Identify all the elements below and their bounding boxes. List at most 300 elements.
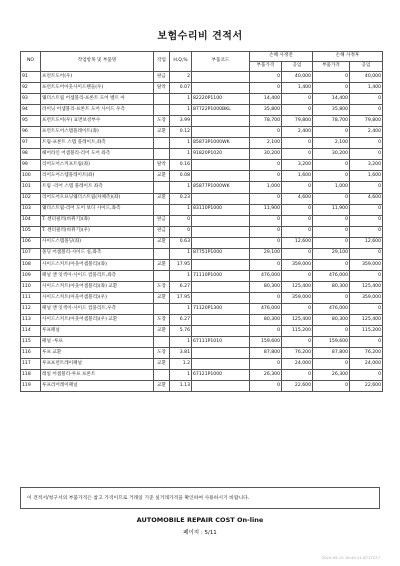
table-row — [21, 171, 383, 182]
row-hqty: 1 — [170, 149, 192, 160]
row-name: T. 센터필러(바뀌기)(우) — [41, 226, 154, 237]
row-name: 사이드스커트(아웃어셈블리)(우) 교환 — [41, 315, 154, 326]
row-part-after: 0 — [313, 237, 350, 248]
table-row — [21, 370, 383, 381]
row-part-before: 0 — [250, 326, 282, 337]
row-hqty: 1 — [170, 370, 192, 381]
row-labor-before: 125,400 — [282, 315, 313, 326]
header-before: 손해 사정전 — [250, 52, 313, 62]
row-labor-after: 125,400 — [350, 315, 383, 326]
row-name: 웨더스트립-리어 도어 보디 사이드,좌측 — [41, 204, 154, 215]
row-labor-before: 79,800 — [282, 116, 313, 127]
row-work: 교환 — [154, 127, 170, 138]
row-work: 탈착 — [154, 83, 170, 94]
row-part-after: 0 — [313, 215, 350, 226]
header-after: 손해 사정후 — [313, 52, 383, 62]
table-row — [21, 348, 383, 359]
row-labor-before: 359,000 — [282, 292, 313, 303]
row-no: 105 — [21, 226, 41, 237]
row-labor-before: 0 — [282, 337, 313, 348]
row-hqty: 0.08 — [170, 171, 192, 182]
row-part-before: 11,900 — [250, 204, 282, 215]
row-labor-after: 0 — [350, 270, 383, 281]
row-code — [192, 348, 250, 359]
row-name: 루프 교환 — [41, 348, 154, 359]
row-labor-after: 0 — [350, 248, 383, 259]
row-code: 85877P1000WK — [192, 182, 250, 193]
row-name: 사이드스커트(아웃어셈블리)(좌) — [41, 259, 154, 270]
row-name: 라이닝 어셈블리-프론트 도어 사이드 우측 — [41, 105, 154, 116]
row-hqty: 5.76 — [170, 326, 192, 337]
row-hqty: 3.99 — [170, 116, 192, 127]
row-part-before: 80,300 — [250, 281, 282, 292]
row-hqty: 1 — [170, 182, 192, 193]
row-no: 91 — [21, 72, 41, 83]
row-part-before: 1,000 — [250, 182, 282, 193]
row-code: 67111P1010 — [192, 337, 250, 348]
row-part-after: 78,700 — [313, 116, 350, 127]
price-disclaimer: 이 견적서/청구서의 부품가격은 참고 가격이므로 거래일 기준 실거래가격을 확인하여 사용하시기 바랍니다. — [20, 487, 380, 509]
row-part-before: 0 — [250, 72, 282, 83]
row-labor-before: 22,600 — [282, 381, 313, 392]
table-row — [21, 193, 383, 204]
row-no: 92 — [21, 83, 41, 94]
row-labor-before: 0 — [282, 94, 313, 105]
row-work — [154, 94, 170, 105]
print-timestamp: 2024-09-15 16:40:11 8717127 — [321, 555, 380, 560]
row-no: 98 — [21, 149, 41, 160]
row-labor-before: 115,200 — [282, 326, 313, 337]
row-name: 트림-프론트 스텝 플레이트,좌측 — [41, 138, 154, 149]
row-code — [192, 215, 250, 226]
table-row — [21, 359, 383, 370]
row-part-before: 0 — [250, 226, 282, 237]
row-labor-after: 3,200 — [350, 160, 383, 171]
row-no: 102 — [21, 193, 41, 204]
table-row — [21, 149, 383, 160]
row-work: 도장 — [154, 281, 170, 292]
row-part-before: 0 — [250, 160, 282, 171]
row-labor-before: 0 — [282, 270, 313, 281]
row-name: 레일 어셈블리-루프 프론트 — [41, 370, 154, 381]
row-part-before: 26,300 — [250, 370, 282, 381]
row-hqty: 0.23 — [170, 193, 192, 204]
row-code: 87751P1000 — [192, 248, 250, 259]
table-row — [21, 248, 383, 259]
row-part-before: 87,800 — [250, 348, 282, 359]
row-hqty: 1 — [170, 94, 192, 105]
row-name: 몰딩 어셈블리-사이드 실,좌측 — [41, 248, 154, 259]
table-row — [21, 160, 383, 171]
row-labor-after: 40,000 — [350, 72, 383, 83]
row-part-before: 2,100 — [250, 138, 282, 149]
row-name: 리어도어스커프트림(좌) — [41, 160, 154, 171]
row-part-after: 0 — [313, 226, 350, 237]
row-name: 프런트도어(우) 표면보강부수 — [41, 116, 154, 127]
table-row — [21, 237, 383, 248]
row-work: 교환 — [154, 381, 170, 392]
row-no: 103 — [21, 204, 41, 215]
row-name: 루프프런트레이패널 — [41, 359, 154, 370]
row-part-before: 0 — [250, 359, 282, 370]
row-part-after: 80,300 — [313, 315, 350, 326]
table-row — [21, 281, 383, 292]
row-no: 107 — [21, 248, 41, 259]
table-row — [21, 315, 383, 326]
row-code: 83110P1000 — [192, 204, 250, 215]
row-part-before: 0 — [250, 83, 282, 94]
row-labor-before: 4,600 — [282, 193, 313, 204]
row-labor-after: 125,400 — [350, 281, 383, 292]
row-labor-after: 0 — [350, 337, 383, 348]
row-code: 71110P1000 — [192, 270, 250, 281]
row-hqty: 1 — [170, 204, 192, 215]
row-work: 교환 — [154, 171, 170, 182]
row-no: 97 — [21, 138, 41, 149]
table-row — [21, 72, 383, 83]
row-part-before: 159,600 — [250, 337, 282, 348]
row-name: 트림 -리어 스텝 플레이트 좌측 — [41, 182, 154, 193]
row-labor-after: 115,200 — [350, 326, 383, 337]
row-part-before: 0 — [250, 237, 282, 248]
row-no: 115 — [21, 337, 41, 348]
row-labor-before: 1,400 — [282, 83, 313, 94]
table-row — [21, 226, 383, 237]
page-number: 페이지 : 5/11 — [183, 530, 217, 536]
row-part-before: 0 — [250, 193, 282, 204]
row-work — [154, 248, 170, 259]
row-labor-after: 0 — [350, 370, 383, 381]
row-part-before: 476,000 — [250, 303, 282, 314]
row-part-after: 476,000 — [313, 270, 350, 281]
row-labor-before: 125,400 — [282, 281, 313, 292]
row-name: 헤어라인 어셈블리-리어 도어 좌측 — [41, 149, 154, 160]
row-work — [154, 303, 170, 314]
table-row — [21, 303, 383, 314]
row-labor-after: 1,400 — [350, 83, 383, 94]
row-code — [192, 160, 250, 171]
row-part-after: 0 — [313, 83, 350, 94]
header-hqty: H,Q,% — [170, 52, 192, 72]
row-labor-after: 0 — [350, 215, 383, 226]
row-hqty: 1 — [170, 138, 192, 149]
table-row — [21, 182, 383, 193]
row-part-before: 0 — [250, 259, 282, 270]
row-work: 판금 — [154, 215, 170, 226]
row-code — [192, 359, 250, 370]
row-part-after: 30,200 — [313, 149, 350, 160]
row-part-after: 26,300 — [313, 370, 350, 381]
row-labor-before: 0 — [282, 226, 313, 237]
row-labor-after: 359,000 — [350, 259, 383, 270]
row-part-after: 1,000 — [313, 182, 350, 193]
row-hqty: 2 — [170, 72, 192, 83]
row-work: 도장 — [154, 315, 170, 326]
row-code — [192, 281, 250, 292]
row-hqty: 1 — [170, 248, 192, 259]
row-part-after: 14,400 — [313, 94, 350, 105]
row-name: 프런트도어(우) — [41, 72, 154, 83]
row-hqty: 1.13 — [170, 381, 192, 392]
row-work: 교환 — [154, 292, 170, 303]
row-labor-before: 24,000 — [282, 359, 313, 370]
row-work — [154, 182, 170, 193]
table-body — [21, 72, 383, 392]
row-part-before: 78,700 — [250, 116, 282, 127]
row-no: 94 — [21, 105, 41, 116]
row-code: 71120P1300 — [192, 303, 250, 314]
row-part-after: 0 — [313, 127, 350, 138]
row-code — [192, 292, 250, 303]
row-code: 87722P1000BKL — [192, 105, 250, 116]
table-row — [21, 259, 383, 270]
row-labor-before: 0 — [282, 149, 313, 160]
row-part-before: 0 — [250, 127, 282, 138]
row-hqty: 0 — [170, 226, 192, 237]
row-hqty: 17.95 — [170, 259, 192, 270]
row-labor-after: 24,000 — [350, 359, 383, 370]
row-labor-before: 0 — [282, 303, 313, 314]
row-work: 도장 — [154, 116, 170, 127]
table-row — [21, 270, 383, 281]
row-labor-after: 0 — [350, 204, 383, 215]
row-work — [154, 138, 170, 149]
row-code: 67121P1000 — [192, 370, 250, 381]
row-work: 교환 — [154, 359, 170, 370]
row-no: 111 — [21, 292, 41, 303]
row-labor-after: 0 — [350, 149, 383, 160]
row-part-before: 0 — [250, 215, 282, 226]
header-after-part: 부품가격 — [313, 62, 350, 72]
row-part-before: 0 — [250, 381, 282, 392]
row-labor-before: 0 — [282, 370, 313, 381]
row-name: 패널 -루프 — [41, 337, 154, 348]
row-no: 101 — [21, 182, 41, 193]
header-after-labor: 공임 — [350, 62, 383, 72]
row-code — [192, 226, 250, 237]
header-code: 부품코드 — [192, 52, 250, 72]
table-row — [21, 204, 383, 215]
row-part-after: 87,800 — [313, 348, 350, 359]
row-hqty: 1 — [170, 337, 192, 348]
table-row — [21, 83, 383, 94]
row-hqty: 1 — [170, 105, 192, 116]
row-part-after: 0 — [313, 381, 350, 392]
row-labor-after: 0 — [350, 105, 383, 116]
row-labor-after: 0 — [350, 94, 383, 105]
row-name: 리어도어오프닝웨더스트립(차체측)(좌) — [41, 193, 154, 204]
row-no: 99 — [21, 160, 41, 171]
row-work — [154, 105, 170, 116]
row-part-after: 159,600 — [313, 337, 350, 348]
row-part-after: 0 — [313, 359, 350, 370]
row-name: 웨더스트립 어셈블리-프론트 도어 벨트 아 — [41, 94, 154, 105]
row-no: 108 — [21, 259, 41, 270]
row-hqty: 1 — [170, 303, 192, 314]
row-no: 116 — [21, 348, 41, 359]
row-code — [192, 72, 250, 83]
row-part-after: 0 — [313, 326, 350, 337]
row-work: 도장 — [154, 348, 170, 359]
row-no: 104 — [21, 215, 41, 226]
row-no: 109 — [21, 270, 41, 281]
row-no: 117 — [21, 359, 41, 370]
row-name: 사이드스커트(아웃어셈블리)(좌) 교환 — [41, 281, 154, 292]
row-code — [192, 83, 250, 94]
row-code: 82220P1100 — [192, 94, 250, 105]
row-part-after: 0 — [313, 292, 350, 303]
row-labor-before: 0 — [282, 204, 313, 215]
row-code — [192, 193, 250, 204]
row-name: 리어도어스텝플레이트(좌) — [41, 171, 154, 182]
row-code — [192, 116, 250, 127]
row-name: 사이드스커트(아웃어셈블리)(우) — [41, 292, 154, 303]
row-part-after: 11,900 — [313, 204, 350, 215]
row-labor-after: 22,600 — [350, 381, 383, 392]
row-work: 교환 — [154, 326, 170, 337]
row-work: 탈착 — [154, 160, 170, 171]
header-no: NO — [21, 52, 41, 72]
row-part-after: 0 — [313, 259, 350, 270]
row-labor-after: 79,800 — [350, 116, 383, 127]
row-part-before: 0 — [250, 171, 282, 182]
row-work — [154, 149, 170, 160]
row-no: 113 — [21, 315, 41, 326]
row-no: 106 — [21, 237, 41, 248]
row-part-before: 80,300 — [250, 315, 282, 326]
row-no: 93 — [21, 94, 41, 105]
row-hqty: 6.27 — [170, 315, 192, 326]
row-code — [192, 127, 250, 138]
page-title: 보험수리비 견적서 — [157, 31, 243, 42]
row-hqty: 0.12 — [170, 127, 192, 138]
row-labor-before: 0 — [282, 138, 313, 149]
row-labor-after: 0 — [350, 182, 383, 193]
header-work: 작업 — [154, 52, 170, 72]
row-labor-after: 4,600 — [350, 193, 383, 204]
row-labor-before: 3,200 — [282, 160, 313, 171]
row-no: 118 — [21, 370, 41, 381]
row-labor-before: 359,000 — [282, 259, 313, 270]
row-no: 95 — [21, 116, 41, 127]
row-hqty: 6.27 — [170, 281, 192, 292]
row-name: 루프패널 — [41, 326, 154, 337]
row-part-after: 0 — [313, 171, 350, 182]
table-row — [21, 94, 383, 105]
row-code: 91820P1020 — [192, 149, 250, 160]
table-row — [21, 138, 383, 149]
row-part-after: 29,100 — [313, 248, 350, 259]
row-no: 110 — [21, 281, 41, 292]
row-work — [154, 370, 170, 381]
row-part-after: 80,300 — [313, 281, 350, 292]
row-code — [192, 381, 250, 392]
row-part-before: 35,800 — [250, 105, 282, 116]
footer-title: AUTOMOBILE REPAIR COST On-line — [136, 516, 264, 524]
row-part-before: 14,400 — [250, 94, 282, 105]
row-labor-before: 0 — [282, 215, 313, 226]
row-labor-after: 0 — [350, 226, 383, 237]
row-code: 85873P1000WK — [192, 138, 250, 149]
row-work — [154, 337, 170, 348]
row-work: 교환 — [154, 259, 170, 270]
row-part-before: 29,100 — [250, 248, 282, 259]
row-part-before: 476,000 — [250, 270, 282, 281]
row-hqty: 0.16 — [170, 160, 192, 171]
row-hqty: 0.63 — [170, 237, 192, 248]
row-hqty: 1.2 — [170, 359, 192, 370]
table-row — [21, 337, 383, 348]
row-name: 프런트도어아웃사이드핸들(우) — [41, 83, 154, 94]
row-labor-before: 0 — [282, 182, 313, 193]
row-part-after: 0 — [313, 160, 350, 171]
row-labor-before: 40,000 — [282, 72, 313, 83]
row-work: 판금 — [154, 226, 170, 237]
row-work — [154, 270, 170, 281]
row-labor-after: 0 — [350, 303, 383, 314]
row-labor-after: 0 — [350, 138, 383, 149]
row-code — [192, 259, 250, 270]
row-no: 112 — [21, 303, 41, 314]
row-labor-after: 12,600 — [350, 237, 383, 248]
header-name: 작업항목 및 부품명 — [41, 52, 154, 72]
row-code — [192, 171, 250, 182]
row-work: 교환 — [154, 237, 170, 248]
row-part-after: 35,800 — [313, 105, 350, 116]
row-hqty: 1 — [170, 270, 192, 281]
table-row — [21, 292, 383, 303]
row-part-after: 0 — [313, 193, 350, 204]
row-name: T. 센터필러(바뀌기)(좌) — [41, 215, 154, 226]
estimate-table — [20, 51, 383, 392]
row-part-after: 476,000 — [313, 303, 350, 314]
row-labor-after: 2,400 — [350, 127, 383, 138]
row-part-before: 0 — [250, 292, 282, 303]
table-row — [21, 215, 383, 226]
header-before-part: 부품가격 — [250, 62, 282, 72]
table-row — [21, 105, 383, 116]
row-part-after: 0 — [313, 72, 350, 83]
row-name: 프런트도어스텝플레이트(좌) — [41, 127, 154, 138]
table-row — [21, 326, 383, 337]
row-code — [192, 326, 250, 337]
row-work — [154, 204, 170, 215]
row-labor-after: 1,600 — [350, 171, 383, 182]
row-labor-before: 1,600 — [282, 171, 313, 182]
row-labor-before: 0 — [282, 248, 313, 259]
row-work: 판금 — [154, 72, 170, 83]
row-labor-before: 12,600 — [282, 237, 313, 248]
row-name: 사이드스텝몰딩(좌) — [41, 237, 154, 248]
row-hqty: 0 — [170, 215, 192, 226]
row-work: 교환 — [154, 193, 170, 204]
row-hqty: 17.95 — [170, 292, 192, 303]
row-no: 100 — [21, 171, 41, 182]
row-no: 96 — [21, 127, 41, 138]
row-name: 패널 앤 잇섹이-사이드 컴플리트,좌측 — [41, 270, 154, 281]
table-row — [21, 127, 383, 138]
row-no: 119 — [21, 381, 41, 392]
header-before-labor: 공임 — [282, 62, 313, 72]
row-labor-after: 359,000 — [350, 292, 383, 303]
row-labor-before: 2,400 — [282, 127, 313, 138]
row-labor-before: 0 — [282, 105, 313, 116]
table-row — [21, 116, 383, 127]
table-row — [21, 381, 383, 392]
row-no: 114 — [21, 326, 41, 337]
row-name: 패널 앤 잇섹이-사이드 컴플리트,우측 — [41, 303, 154, 314]
row-part-after: 2,100 — [313, 138, 350, 149]
